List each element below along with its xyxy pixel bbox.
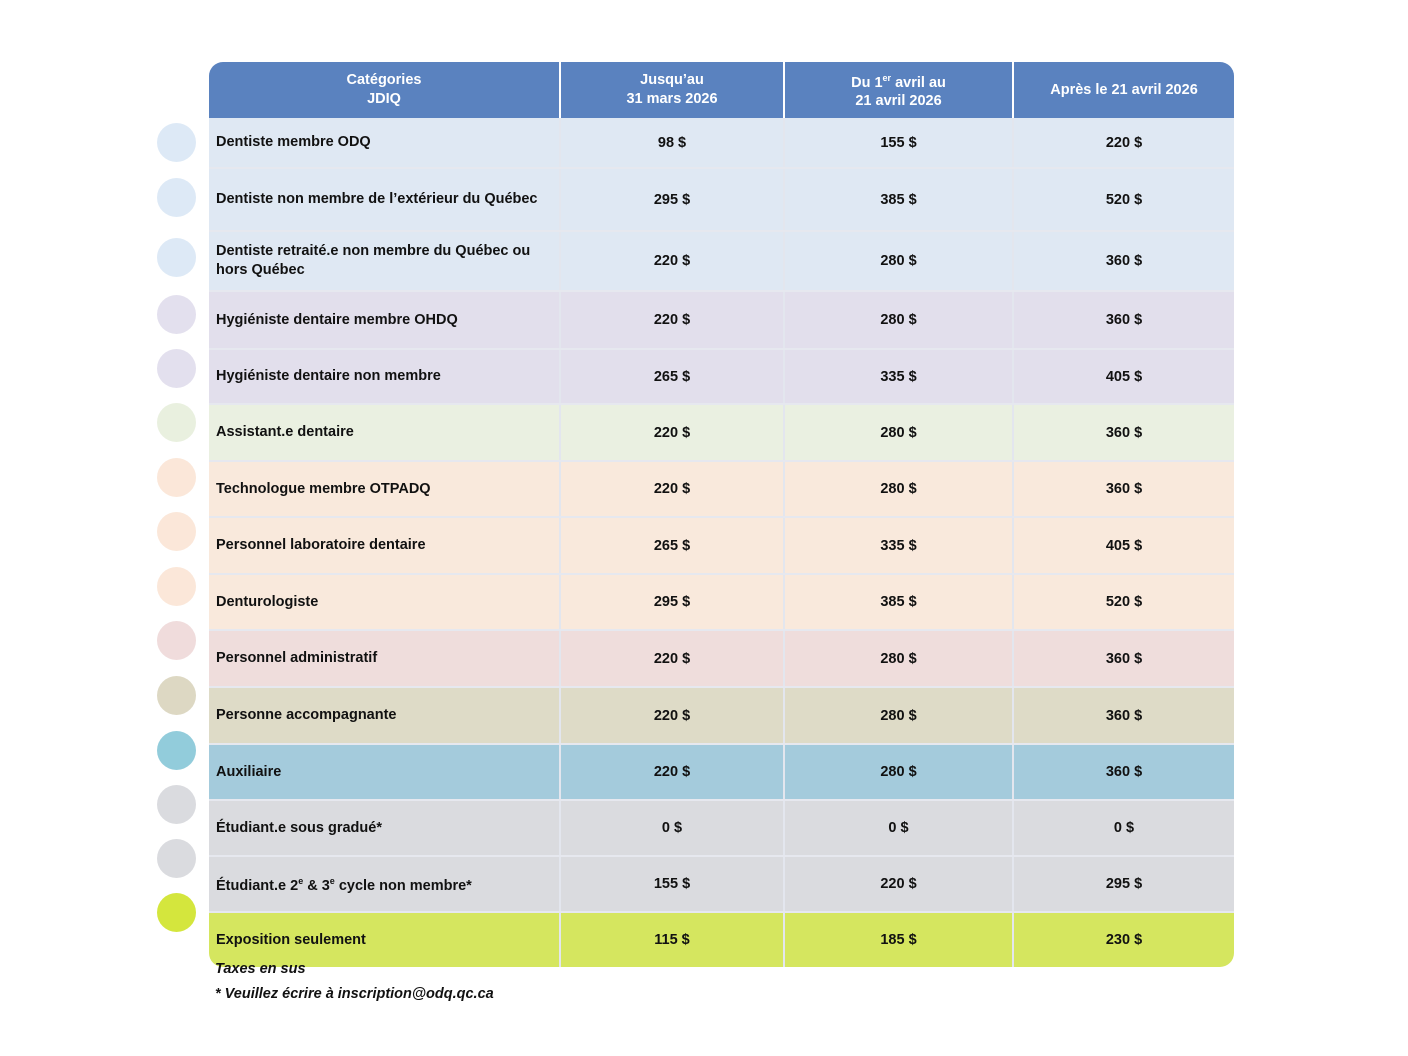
price-cell-period-2: 280 $ (783, 688, 1012, 743)
table-row (209, 118, 1234, 167)
price-cell-period-2: 155 $ (783, 118, 1012, 167)
table-row (209, 290, 1234, 348)
category-dot (157, 512, 196, 551)
price-cell-period-3: 405 $ (1012, 518, 1234, 573)
taxes-note: Taxes en sus (215, 961, 306, 977)
price-cell-period-3: 360 $ (1012, 292, 1234, 348)
price-cell-period-1: 265 $ (559, 518, 783, 573)
table-row (209, 855, 1234, 911)
category-dot (157, 458, 196, 497)
category-cell: Dentiste retraité.e non membre du Québec ou hors Québec (216, 243, 531, 278)
table-row (209, 629, 1234, 686)
category-dot (157, 785, 196, 824)
price-cell-period-2: 385 $ (783, 169, 1012, 230)
price-cell-period-3: 360 $ (1012, 688, 1234, 743)
table-row (209, 516, 1234, 573)
price-cell-period-1: 220 $ (559, 745, 783, 799)
table-row (209, 799, 1234, 855)
category-cell: Hygiéniste dentaire non membre (216, 368, 441, 384)
table-row (209, 167, 1234, 230)
price-cell-period-3: 360 $ (1012, 405, 1234, 460)
category-dot (157, 893, 196, 932)
table-row (209, 573, 1234, 629)
price-cell-period-1: 98 $ (559, 118, 783, 167)
price-cell-period-1: 295 $ (559, 169, 783, 230)
price-cell-period-1: 220 $ (559, 631, 783, 686)
price-cell-period-1: 295 $ (559, 575, 783, 629)
price-cell-period-1: 265 $ (559, 350, 783, 403)
price-cell-period-1: 220 $ (559, 688, 783, 743)
category-dot (157, 349, 196, 388)
email-note: * Veuillez écrire à inscription@odq.qc.ca (215, 986, 494, 1002)
category-dot (157, 731, 196, 770)
price-cell-period-2: 0 $ (783, 801, 1012, 855)
table-row (209, 230, 1234, 290)
price-cell-period-2: 280 $ (783, 405, 1012, 460)
price-cell-period-1: 115 $ (559, 913, 783, 967)
price-cell-period-2: 280 $ (783, 232, 1012, 290)
price-cell-period-3: 230 $ (1012, 913, 1234, 967)
price-cell-period-3: 360 $ (1012, 631, 1234, 686)
category-cell: Personnel administratif (216, 650, 378, 666)
price-cell-period-1: 220 $ (559, 405, 783, 460)
price-cell-period-2: 335 $ (783, 350, 1012, 403)
price-cell-period-2: 280 $ (783, 292, 1012, 348)
price-cell-period-2: 185 $ (783, 913, 1012, 967)
price-cell-period-2: 335 $ (783, 518, 1012, 573)
table-row (209, 460, 1234, 516)
category-cell: Personne accompagnante (216, 707, 397, 723)
header-until-march: Jusqu’au 31 mars 2026 (559, 62, 783, 118)
table-row (209, 686, 1234, 743)
header-categories: Catégories JDIQ (346, 72, 422, 107)
category-dot (157, 178, 196, 217)
header-april-range: Du 1er avril au 21 avril 2026 (783, 62, 1012, 118)
table-row (209, 743, 1234, 799)
category-dot (157, 123, 196, 162)
price-cell-period-3: 220 $ (1012, 118, 1234, 167)
price-cell-period-2: 280 $ (783, 462, 1012, 516)
table-row (209, 403, 1234, 460)
category-dot (157, 295, 196, 334)
price-cell-period-1: 220 $ (559, 462, 783, 516)
price-cell-period-3: 520 $ (1012, 169, 1234, 230)
category-cell: Denturologiste (216, 593, 319, 610)
table-body (209, 118, 1234, 967)
category-cell: Exposition seulement (216, 931, 366, 948)
price-cell-period-3: 360 $ (1012, 462, 1234, 516)
price-cell-period-3: 360 $ (1012, 232, 1234, 290)
price-cell-period-2: 385 $ (783, 575, 1012, 629)
price-cell-period-1: 0 $ (559, 801, 783, 855)
table-header (209, 62, 1234, 118)
price-cell-period-3: 295 $ (1012, 857, 1234, 911)
price-cell-period-2: 280 $ (783, 631, 1012, 686)
pricing-table (209, 62, 1234, 967)
category-cell: Auxiliaire (216, 763, 282, 780)
price-cell-period-2: 220 $ (783, 857, 1012, 911)
category-cell: Technologue membre OTPADQ (216, 480, 431, 497)
category-dot (157, 839, 196, 878)
header-after-april: Après le 21 avril 2026 (1012, 62, 1234, 118)
category-dot (157, 238, 196, 277)
price-cell-period-3: 520 $ (1012, 575, 1234, 629)
price-cell-period-1: 220 $ (559, 232, 783, 290)
price-cell-period-3: 405 $ (1012, 350, 1234, 403)
price-cell-period-3: 360 $ (1012, 745, 1234, 799)
price-cell-period-3: 0 $ (1012, 801, 1234, 855)
category-cell: Dentiste membre ODQ (216, 134, 371, 150)
category-cell: Assistant.e dentaire (216, 424, 354, 440)
price-cell-period-1: 155 $ (559, 857, 783, 911)
footnotes (215, 957, 494, 1007)
table-row (209, 348, 1234, 403)
category-dot (157, 567, 196, 606)
price-cell-period-2: 280 $ (783, 745, 1012, 799)
category-cell: Hygiéniste dentaire membre OHDQ (216, 311, 458, 328)
category-cell: Dentiste non membre de l’extérieur du Québec (216, 191, 538, 207)
category-dot (157, 676, 196, 715)
category-cell: Étudiant.e sous gradué* (216, 819, 382, 836)
category-cell: Personnel laboratoire dentaire (216, 537, 426, 553)
price-cell-period-1: 220 $ (559, 292, 783, 348)
category-dot (157, 621, 196, 660)
category-dot (157, 403, 196, 442)
category-cell: Étudiant.e 2e & 3e cycle non membre* (216, 876, 472, 894)
